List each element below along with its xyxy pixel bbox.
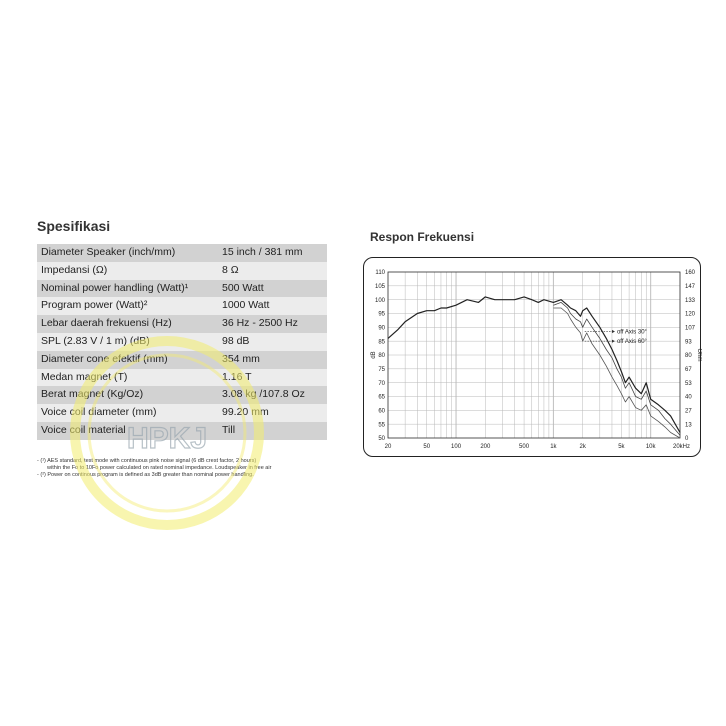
- spec-row: [37, 422, 327, 440]
- y2-tick-label: 147: [685, 284, 696, 291]
- y-tick-label: 105: [374, 284, 385, 291]
- chart-svg: [364, 258, 702, 458]
- spec-row: [37, 297, 327, 315]
- spec-value: 3.08 kg /107.8 Oz: [222, 388, 305, 401]
- y-tick-label: 100: [374, 297, 385, 304]
- spec-label: Medan magnet (T): [41, 370, 128, 383]
- spec-title: Spesifikasi: [37, 218, 111, 234]
- spec-label: Diameter cone efektif (mm): [41, 352, 168, 365]
- spec-label: Voice coil material: [41, 423, 126, 436]
- y2-tick-label: 93: [685, 339, 692, 346]
- y-tick-label: 110: [375, 270, 385, 277]
- y-tick-label: 50: [378, 436, 385, 443]
- y-tick-label: 90: [378, 325, 385, 332]
- spec-row: [37, 369, 327, 387]
- spec-row: [37, 280, 327, 298]
- spec-row: [37, 351, 327, 369]
- x-tick-label: 100: [451, 444, 462, 450]
- spec-value: 1000 Watt: [222, 299, 270, 312]
- spec-value: 1.16 T: [222, 370, 252, 383]
- watermark-text: HPKJ: [126, 422, 208, 455]
- x-tick-label: 20kHz: [672, 444, 690, 450]
- spec-value: Till: [222, 423, 236, 436]
- spec-notes: [37, 458, 337, 479]
- y2-tick-label: 160: [685, 270, 696, 277]
- y2-tick-label: 133: [685, 297, 696, 304]
- spec-table: [37, 244, 327, 440]
- frequency-response-chart: [363, 257, 701, 457]
- y2-tick-label: 0: [685, 436, 689, 443]
- y2-tick-label: 67: [685, 367, 692, 374]
- y-tick-label: 65: [378, 394, 385, 401]
- x-tick-label: 20: [384, 444, 392, 450]
- y-tick-label: 85: [378, 339, 385, 346]
- y2-tick-label: 107: [685, 325, 696, 332]
- spec-note: within the Fo to 10Fo power calculated on rated nominal impedance. Loudspeaker in free air: [47, 465, 272, 471]
- x-tick-label: 1k: [550, 444, 557, 450]
- y-tick-label: 80: [378, 353, 385, 360]
- spec-label: Impedansi (Ω): [41, 263, 108, 276]
- spec-value: 354 mm: [222, 352, 260, 365]
- y-axis-label: dB: [371, 351, 377, 359]
- spec-label: Lebar daerah frekuensi (Hz): [41, 317, 172, 330]
- spec-value: 15 inch / 381 mm: [222, 246, 303, 258]
- spec-label: Berat magnet (Kg/Oz): [41, 388, 144, 401]
- spec-value: 8 Ω: [222, 263, 239, 276]
- spec-row: [37, 315, 327, 333]
- y2-tick-label: 13: [685, 422, 692, 429]
- y2-tick-label: 27: [685, 408, 692, 415]
- y2-axis-label: Ohm: [696, 348, 702, 362]
- spec-label: Program power (Watt)²: [41, 299, 148, 312]
- spec-row: [37, 404, 327, 422]
- y-tick-label: 60: [378, 408, 385, 415]
- spec-row: [37, 262, 327, 280]
- x-tick-label: 2k: [579, 444, 586, 450]
- spec-row: [37, 333, 327, 351]
- response-title: Respon Frekuensi: [370, 230, 475, 244]
- y2-tick-label: 120: [685, 311, 696, 318]
- spec-label: Diameter Speaker (inch/mm): [41, 246, 176, 258]
- spec-value: 99.20 mm: [222, 406, 269, 419]
- x-tick-label: 10k: [645, 444, 656, 450]
- annotation-label: off Axis 30°: [616, 329, 647, 336]
- annotation-label: off Axis 60°: [616, 339, 647, 346]
- spec-row: [37, 386, 327, 404]
- spec-row: [37, 244, 327, 262]
- spec-note: - (¹) AES standard, test mode with continuous pink noise signal (6 dB crest factor, 2 hours): [37, 458, 257, 464]
- y-tick-label: 55: [378, 422, 385, 429]
- spec-label: Nominal power handling (Watt)¹: [41, 281, 189, 294]
- series-line: [388, 297, 680, 433]
- y2-tick-label: 40: [685, 394, 692, 401]
- y-tick-label: 70: [378, 380, 385, 387]
- y-tick-label: 75: [378, 367, 385, 374]
- spec-value: 36 Hz - 2500 Hz: [222, 317, 298, 330]
- y2-tick-label: 53: [685, 380, 692, 387]
- x-tick-label: 500: [519, 444, 530, 450]
- annotation-arrowhead: [612, 330, 615, 333]
- x-tick-label: 50: [423, 444, 431, 450]
- y2-tick-label: 80: [685, 353, 692, 360]
- x-tick-label: 200: [480, 444, 491, 450]
- spec-value: 500 Watt: [222, 281, 264, 294]
- x-tick-label: 5k: [618, 444, 625, 450]
- annotation-arrowhead: [612, 340, 615, 343]
- spec-label: SPL (2.83 V / 1 m) (dB): [41, 334, 150, 347]
- y-tick-label: 95: [378, 311, 385, 318]
- spec-value: 98 dB: [222, 334, 250, 347]
- spec-label: Voice coil diameter (mm): [41, 406, 157, 419]
- spec-note: - (²) Power on continous program is defined as 3dB greater than nominal power handling.: [37, 472, 254, 478]
